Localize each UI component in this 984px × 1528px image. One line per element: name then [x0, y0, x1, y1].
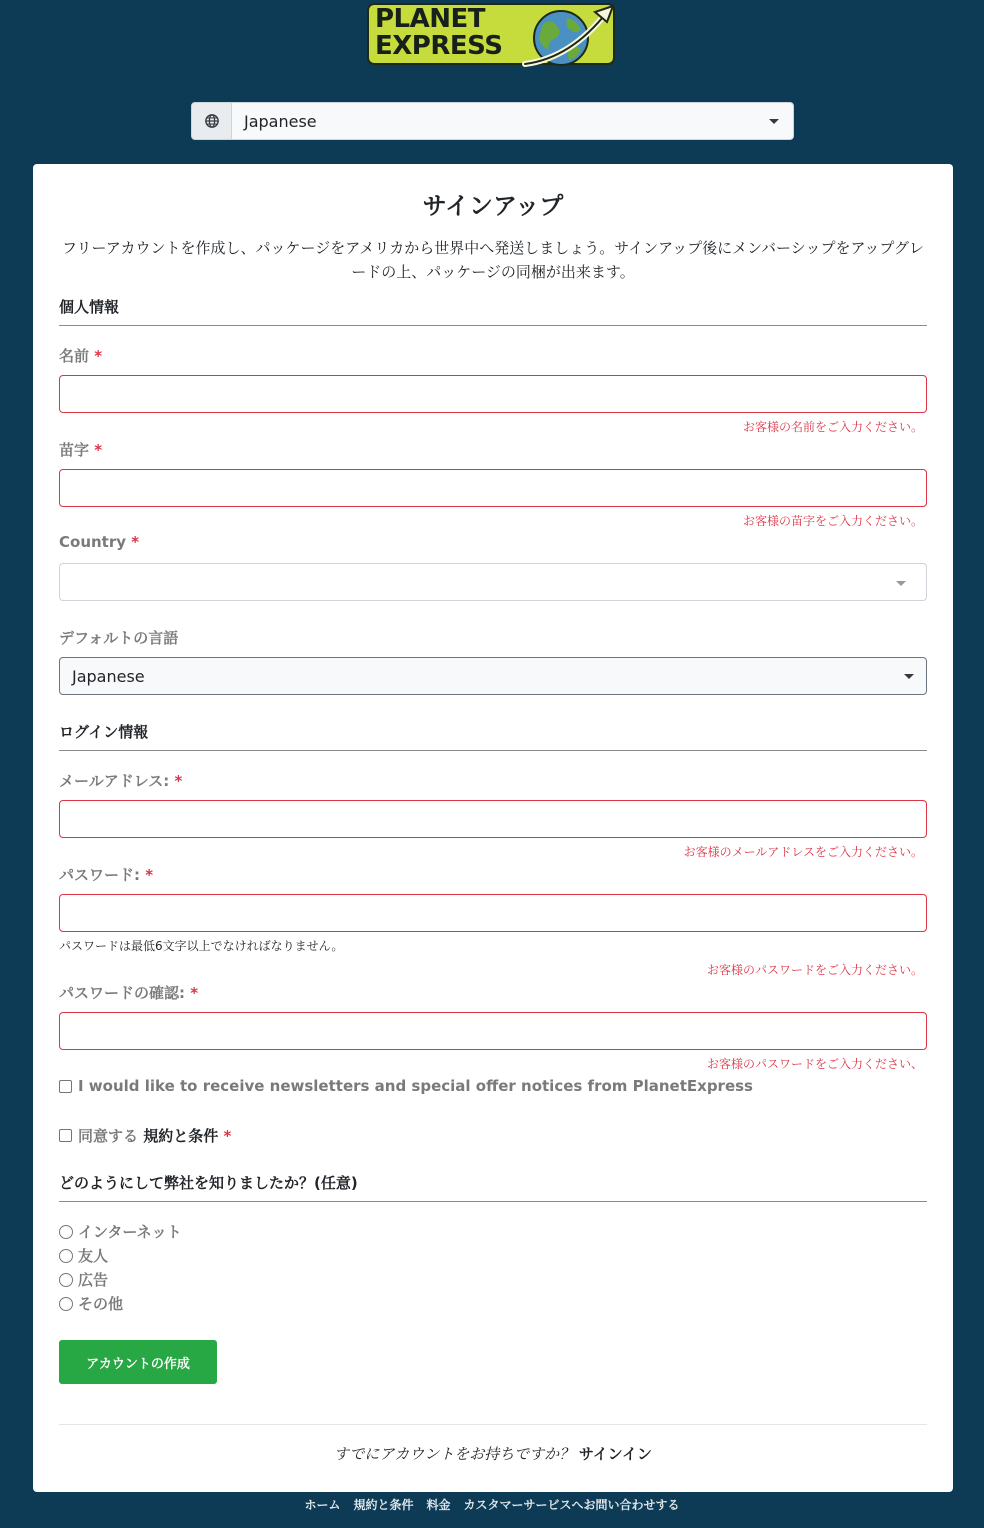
- email-error: お客様のメールアドレスをご入力ください。: [683, 845, 923, 859]
- last-name-error: お客様の苗字をご入力ください。: [742, 514, 923, 528]
- language-addon: [191, 102, 232, 140]
- footer-link-pricing[interactable]: 料金: [426, 1498, 451, 1512]
- terms-checkbox[interactable]: [59, 1129, 72, 1142]
- newsletter-checkbox[interactable]: [59, 1080, 72, 1093]
- signin-question: すでにアカウントをお持ちですか？: [333, 1445, 575, 1463]
- chevron-down-icon: [896, 581, 906, 586]
- signup-card: [33, 164, 953, 1492]
- intro-text: フリーアカウントを作成し、パッケージをアメリカから世界中へ発送しましょう。サインアップ後にメンバーシップをアップグレードの上、パッケージの同梱が出来ます。: [62, 239, 924, 281]
- footer-link-terms[interactable]: 規約と条件: [353, 1498, 414, 1512]
- footer-links: [0, 1496, 984, 1513]
- signin-link[interactable]: サインイン: [578, 1445, 653, 1463]
- country-label: Country *: [59, 533, 140, 551]
- first-name-label: 名前 *: [59, 347, 103, 365]
- default-language-value: Japanese: [72, 666, 145, 686]
- first-name-input[interactable]: [59, 375, 927, 413]
- password-confirm-label: パスワードの確認: *: [59, 984, 199, 1002]
- password-input[interactable]: [59, 894, 927, 932]
- referral-radio[interactable]: [59, 1297, 73, 1311]
- newsletter-option[interactable]: [59, 1077, 753, 1095]
- first-name-error: お客様の名前をご入力ください。: [742, 420, 923, 434]
- globe-icon: [205, 114, 219, 128]
- referral-radio[interactable]: [59, 1273, 73, 1287]
- referral-option-internet[interactable]: インターネット: [59, 1221, 182, 1242]
- email-label: メールアドレス: *: [59, 772, 183, 790]
- chevron-down-icon: [769, 119, 779, 124]
- personal-info-heading: 個人情報: [59, 296, 927, 326]
- divider: [59, 1424, 927, 1425]
- password-error: お客様のパスワードをご入力ください。: [706, 963, 923, 977]
- default-language-label: デフォルトの言語: [59, 629, 179, 647]
- country-select[interactable]: [59, 563, 927, 601]
- last-name-label: 苗字 *: [59, 441, 103, 459]
- password-hint: パスワードは最低6文字以上でなければなりません。: [59, 939, 344, 953]
- language-select[interactable]: [232, 102, 794, 140]
- create-account-button[interactable]: アカウントの作成: [59, 1340, 217, 1384]
- newsletter-label: I would like to receive newsletters and special offer notices from PlanetExpress: [78, 1077, 753, 1095]
- referral-option-other[interactable]: その他: [59, 1293, 123, 1314]
- signin-prompt: [33, 1443, 953, 1464]
- referral-heading: どのようにして弊社を知りましたか？(任意): [59, 1172, 927, 1202]
- terms-prefix: 同意する: [78, 1127, 139, 1145]
- footer-link-contact[interactable]: カスタマーサービスへお問い合わせする: [463, 1498, 680, 1512]
- footer-link-home[interactable]: ホーム: [304, 1498, 341, 1512]
- referral-radio[interactable]: [59, 1225, 73, 1239]
- referral-radio[interactable]: [59, 1249, 73, 1263]
- default-language-select[interactable]: [59, 657, 927, 695]
- password-confirm-input[interactable]: [59, 1012, 927, 1050]
- email-input[interactable]: [59, 800, 927, 838]
- language-select-value: Japanese: [244, 111, 317, 131]
- password-label: パスワード: *: [59, 866, 154, 884]
- referral-option-ad[interactable]: 広告: [59, 1269, 108, 1290]
- page-title: サインアップ: [422, 192, 564, 220]
- terms-option[interactable]: 同意する 規約と条件 *: [59, 1125, 231, 1146]
- terms-link[interactable]: 規約と条件: [143, 1127, 219, 1145]
- chevron-down-icon: [904, 674, 914, 679]
- globe-arrow-icon: [521, 4, 617, 68]
- login-info-heading: ログイン情報: [59, 721, 927, 751]
- language-selector[interactable]: [191, 102, 794, 140]
- planet-express-logo[interactable]: [365, 0, 621, 68]
- referral-option-friend[interactable]: 友人: [59, 1245, 108, 1266]
- password-confirm-error: お客様のパスワードをご入力ください、: [706, 1057, 923, 1071]
- last-name-input[interactable]: [59, 469, 927, 507]
- logo-text: PLANET EXPRESS: [375, 4, 503, 61]
